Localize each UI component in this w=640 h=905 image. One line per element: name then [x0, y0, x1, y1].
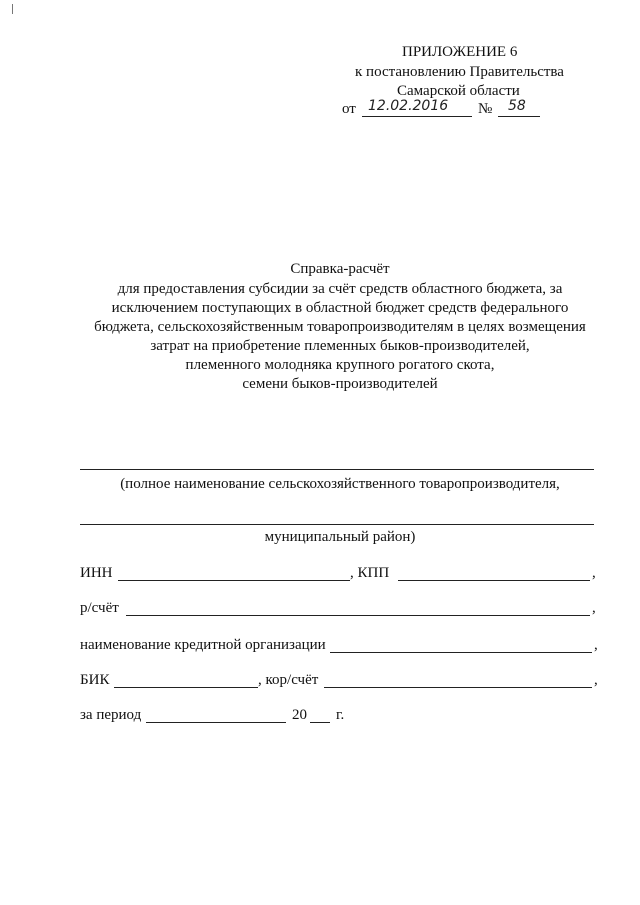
kpp-field[interactable] [398, 580, 590, 581]
period-field[interactable] [146, 722, 286, 723]
appendix-line-2: Самарской области [397, 83, 520, 99]
corr-account-field[interactable] [324, 687, 592, 688]
date-from-label: от [342, 101, 356, 117]
number-handwritten: 58 [508, 98, 526, 114]
producer-name-field[interactable] [80, 469, 594, 470]
year-prefix: 20 [292, 707, 307, 723]
bik-field[interactable] [114, 687, 258, 688]
bik-label: БИК [80, 672, 110, 688]
corr-account-label: , кор/счёт [258, 672, 319, 688]
title-line-3: бюджета, сельскохозяйственным товаропроизводителям в целях возмещения [94, 319, 586, 335]
date-underline [362, 116, 472, 117]
title-line-2: исключением поступающих в областной бюджет средств федерального [111, 300, 569, 316]
bank-field[interactable] [330, 652, 592, 653]
title-line-5: племенного молодняка крупного рогатого скота, [185, 357, 495, 373]
appendix-title: ПРИЛОЖЕНИЕ 6 [402, 44, 518, 60]
period-label: за период [80, 707, 142, 723]
date-handwritten: 12.02.2016 [368, 98, 449, 114]
inn-kpp-comma: , [592, 565, 596, 581]
bank-label: наименование кредитной организации [80, 637, 326, 653]
title-line-6: семени быков-производителей [242, 376, 438, 392]
title-line-1: для предоставления субсидии за счёт средств областного бюджета, за [117, 281, 563, 297]
year-field[interactable] [310, 722, 330, 723]
kpp-label: , КПП [350, 565, 390, 581]
appendix-line-1: к постановлению Правительства [355, 64, 564, 80]
district-field[interactable] [80, 524, 594, 525]
number-label: № [478, 101, 493, 117]
producer-caption: (полное наименование сельскохозяйственного товаропроизводителя, [120, 476, 560, 492]
account-label: р/счёт [80, 600, 119, 616]
account-field[interactable] [126, 615, 590, 616]
corner-mark [12, 4, 16, 14]
inn-field[interactable] [118, 580, 350, 581]
title-line-4: затрат на приобретение племенных быков-производителей, [150, 338, 530, 354]
document-heading: Справка-расчёт [290, 261, 390, 277]
year-suffix: г. [336, 707, 345, 723]
district-caption: муниципальный район) [264, 529, 416, 545]
bank-comma: , [594, 637, 598, 653]
inn-label: ИНН [80, 565, 113, 581]
account-comma: , [592, 600, 596, 616]
bik-corr-comma: , [594, 672, 598, 688]
number-underline [498, 116, 540, 117]
